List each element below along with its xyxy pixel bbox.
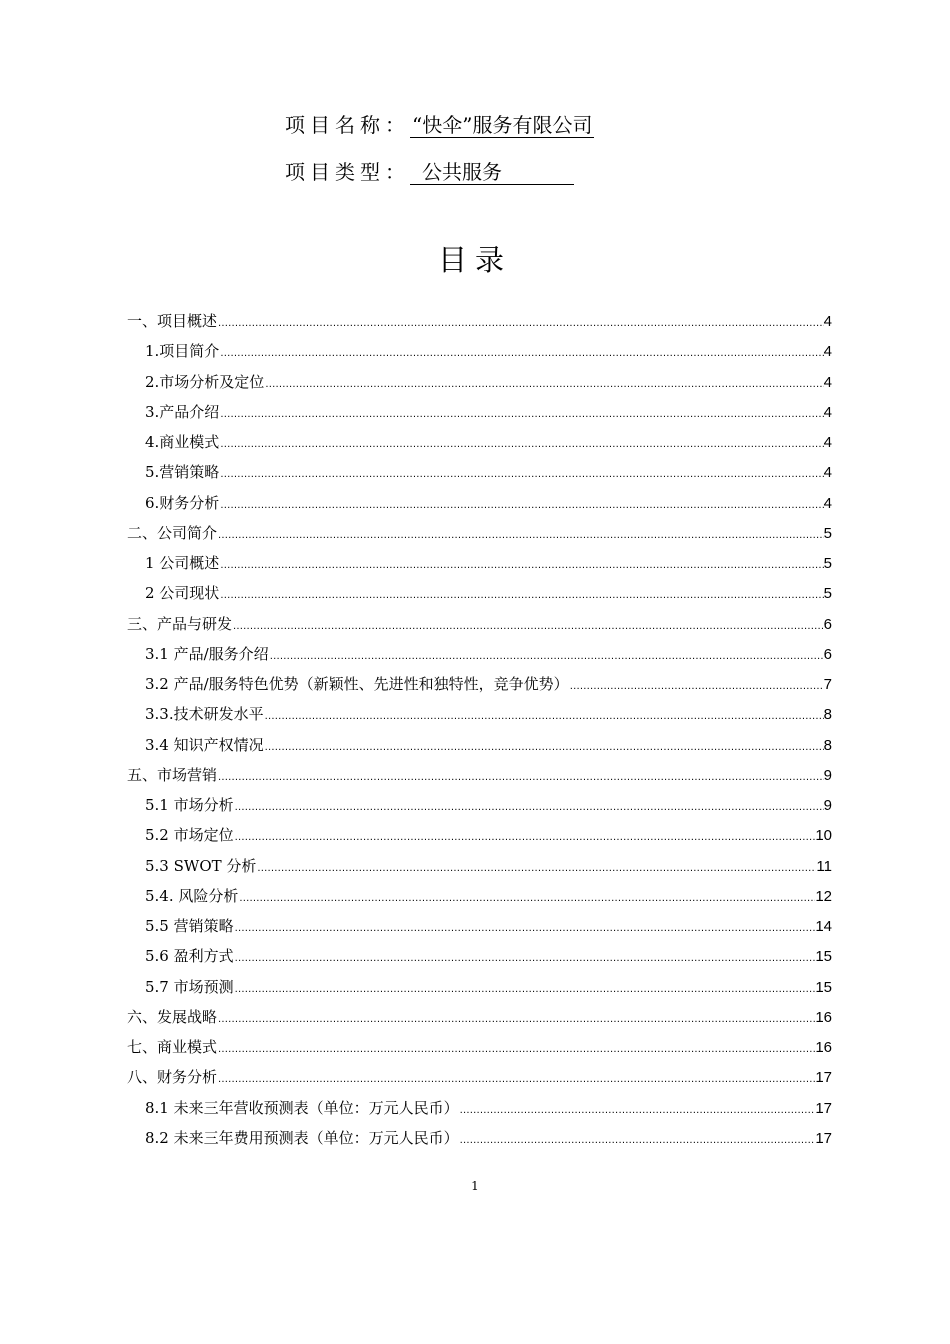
project-name-row bbox=[285, 110, 594, 140]
toc-entry-label: 6.财务分析 bbox=[145, 493, 220, 512]
toc-entry-label: 3.3.技术研发水平 bbox=[145, 705, 264, 724]
toc-entry[interactable] bbox=[145, 911, 832, 941]
toc-dot-leader bbox=[219, 430, 823, 457]
toc-dot-leader bbox=[269, 642, 824, 669]
toc-entry-label: 5.营销策略 bbox=[145, 463, 220, 482]
toc-entry-page-number: 12 bbox=[815, 887, 832, 905]
toc-dot-leader bbox=[219, 460, 823, 487]
toc-dot-leader bbox=[219, 339, 823, 366]
project-name-label: 项目名称： bbox=[285, 113, 410, 137]
toc-entry-page-number: 5 bbox=[823, 524, 832, 542]
toc-entry-page-number: 6 bbox=[823, 645, 832, 663]
toc-dot-leader bbox=[238, 884, 815, 911]
toc-dot-leader bbox=[217, 1035, 815, 1062]
toc-entry-label: 1 公司概述 bbox=[145, 554, 220, 572]
toc-dot-leader bbox=[234, 914, 816, 941]
toc-entry-page-number: 9 bbox=[823, 766, 832, 784]
toc-entry[interactable] bbox=[145, 457, 832, 487]
toc-dot-leader bbox=[264, 733, 824, 760]
toc-entry[interactable] bbox=[145, 548, 832, 578]
toc-dot-leader bbox=[234, 944, 816, 971]
toc-entry-label: 2.市场分析及定位 bbox=[145, 372, 265, 391]
toc-entry[interactable] bbox=[145, 699, 832, 729]
toc-entry-page-number: 14 bbox=[815, 918, 832, 935]
toc-entry-label: 一、项目概述 bbox=[127, 312, 218, 330]
toc-entry-label: 五、市场营销 bbox=[127, 765, 218, 784]
toc-entry-label: 3.2 产品/服务特色优势（新颖性、先进性和独特性，竞争优势） bbox=[145, 675, 569, 693]
toc-entry[interactable] bbox=[145, 578, 832, 608]
toc-dot-leader bbox=[217, 1005, 815, 1032]
toc-dot-leader bbox=[234, 793, 824, 820]
toc-entry[interactable] bbox=[145, 336, 832, 366]
toc-entry-label: 4.商业模式 bbox=[145, 433, 220, 451]
toc-entry[interactable] bbox=[145, 427, 832, 457]
toc-entry-page-number: 11 bbox=[816, 857, 832, 875]
toc-dot-leader bbox=[234, 975, 816, 1002]
toc-entry-page-number: 17 bbox=[815, 1099, 832, 1117]
toc-entry-page-number: 4 bbox=[823, 343, 832, 361]
toc-entry-label: 5.4. 风险分析 bbox=[145, 886, 239, 905]
toc-entry-label: 3.产品介绍 bbox=[145, 402, 220, 421]
toc-entry-page-number: 6 bbox=[823, 615, 832, 633]
project-type-value: 公共服务 bbox=[410, 160, 574, 185]
toc-entry-label: 3.4 知识产权情况 bbox=[145, 735, 264, 754]
toc-dot-leader bbox=[219, 551, 823, 578]
toc-entry[interactable] bbox=[145, 730, 832, 760]
toc-dot-leader bbox=[264, 370, 823, 397]
toc-entry[interactable] bbox=[145, 820, 832, 850]
toc-entry-label: 5.3 SWOT 分析 bbox=[145, 856, 257, 875]
toc-entry[interactable] bbox=[127, 609, 832, 639]
page-number: 1 bbox=[471, 1179, 479, 1193]
toc-entry-label: 三、产品与研发 bbox=[127, 614, 233, 633]
toc-entry-page-number: 10 bbox=[815, 827, 832, 845]
project-name-value: “快伞”服务有限公司 bbox=[412, 113, 593, 137]
toc-entry-label: 5.7 市场预测 bbox=[145, 977, 234, 996]
toc-entry[interactable] bbox=[127, 1032, 832, 1062]
toc-dot-leader bbox=[232, 612, 824, 639]
toc-entry-page-number: 4 bbox=[823, 494, 832, 512]
toc-entry[interactable] bbox=[145, 1123, 832, 1153]
toc-dot-leader bbox=[256, 854, 816, 881]
toc-entry-page-number: 15 bbox=[815, 948, 832, 966]
toc-entry[interactable] bbox=[145, 1093, 832, 1123]
toc-entry-page-number: 17 bbox=[815, 1129, 832, 1147]
toc-entry-page-number: 17 bbox=[815, 1069, 832, 1087]
toc-entry-label: 5.2 市场定位 bbox=[145, 826, 234, 845]
toc-entry-label: 二、公司简介 bbox=[127, 523, 218, 542]
toc-entry-page-number: 15 bbox=[815, 978, 832, 996]
toc-entry-label: 八、财务分析 bbox=[127, 1068, 218, 1087]
toc-entry[interactable] bbox=[127, 1002, 832, 1032]
toc-entry-page-number: 7 bbox=[823, 676, 832, 693]
toc-entry[interactable] bbox=[145, 790, 832, 820]
toc-dot-leader bbox=[217, 1065, 815, 1092]
toc-entry-label: 5.6 盈利方式 bbox=[145, 947, 234, 966]
toc-entry[interactable] bbox=[145, 639, 832, 669]
toc-dot-leader bbox=[459, 1096, 816, 1123]
toc-entry[interactable] bbox=[145, 851, 832, 881]
toc-entry-page-number: 4 bbox=[823, 464, 832, 482]
toc-entry[interactable] bbox=[127, 1062, 832, 1092]
toc-entry-label: 1.项目简介 bbox=[145, 342, 220, 361]
toc-entry-label: 8.1 未来三年营收预测表（单位：万元人民币） bbox=[145, 1098, 459, 1117]
toc-entry-label: 七、商业模式 bbox=[127, 1038, 218, 1056]
toc-entry-page-number: 5 bbox=[823, 555, 832, 572]
toc-entry[interactable] bbox=[145, 397, 832, 427]
toc-entry-page-number: 9 bbox=[823, 797, 832, 814]
toc-entry[interactable] bbox=[145, 367, 832, 397]
toc-entry-page-number: 16 bbox=[815, 1008, 832, 1026]
toc-dot-leader bbox=[217, 309, 824, 336]
toc-dot-leader bbox=[217, 521, 824, 548]
toc-dot-leader bbox=[219, 491, 823, 518]
toc-entry-label: 8.2 未来三年费用预测表（单位：万元人民币） bbox=[145, 1128, 459, 1147]
toc-entry-label: 5.1 市场分析 bbox=[145, 796, 234, 814]
toc-entry[interactable] bbox=[145, 881, 832, 911]
toc-entry-page-number: 4 bbox=[823, 403, 832, 421]
toc-dot-leader bbox=[219, 581, 823, 608]
project-type-label: 项目类型： bbox=[285, 160, 410, 184]
toc-entry-label: 2 公司现状 bbox=[145, 584, 220, 603]
toc-dot-leader bbox=[234, 823, 816, 850]
toc-entry-page-number: 4 bbox=[823, 373, 832, 391]
toc-entry[interactable] bbox=[145, 669, 832, 699]
toc-dot-leader bbox=[264, 702, 824, 729]
toc-entry-label: 六、发展战略 bbox=[127, 1007, 218, 1026]
toc-dot-leader bbox=[217, 763, 824, 790]
toc-entry-page-number: 4 bbox=[823, 434, 832, 451]
toc-entry-page-number: 5 bbox=[823, 585, 832, 603]
toc-entry[interactable] bbox=[145, 972, 832, 1002]
toc-entry-page-number: 8 bbox=[823, 706, 832, 724]
toc-title: 目录 bbox=[437, 243, 512, 277]
toc-entry[interactable] bbox=[127, 306, 832, 336]
toc-entry[interactable] bbox=[127, 760, 832, 790]
toc-entry-page-number: 8 bbox=[823, 736, 832, 754]
project-type-row bbox=[285, 157, 574, 187]
toc-entry-page-number: 4 bbox=[823, 313, 832, 330]
toc-entry[interactable] bbox=[145, 488, 832, 518]
toc-entry-page-number: 16 bbox=[815, 1039, 832, 1056]
toc-dot-leader bbox=[459, 1126, 816, 1153]
toc-entry-label: 5.5 营销策略 bbox=[145, 917, 234, 935]
toc-entry-label: 3.1 产品/服务介绍 bbox=[145, 644, 269, 663]
toc-dot-leader bbox=[569, 672, 824, 699]
toc-dot-leader bbox=[219, 400, 823, 427]
toc-entry[interactable] bbox=[145, 941, 832, 971]
toc-entry[interactable] bbox=[127, 518, 832, 548]
